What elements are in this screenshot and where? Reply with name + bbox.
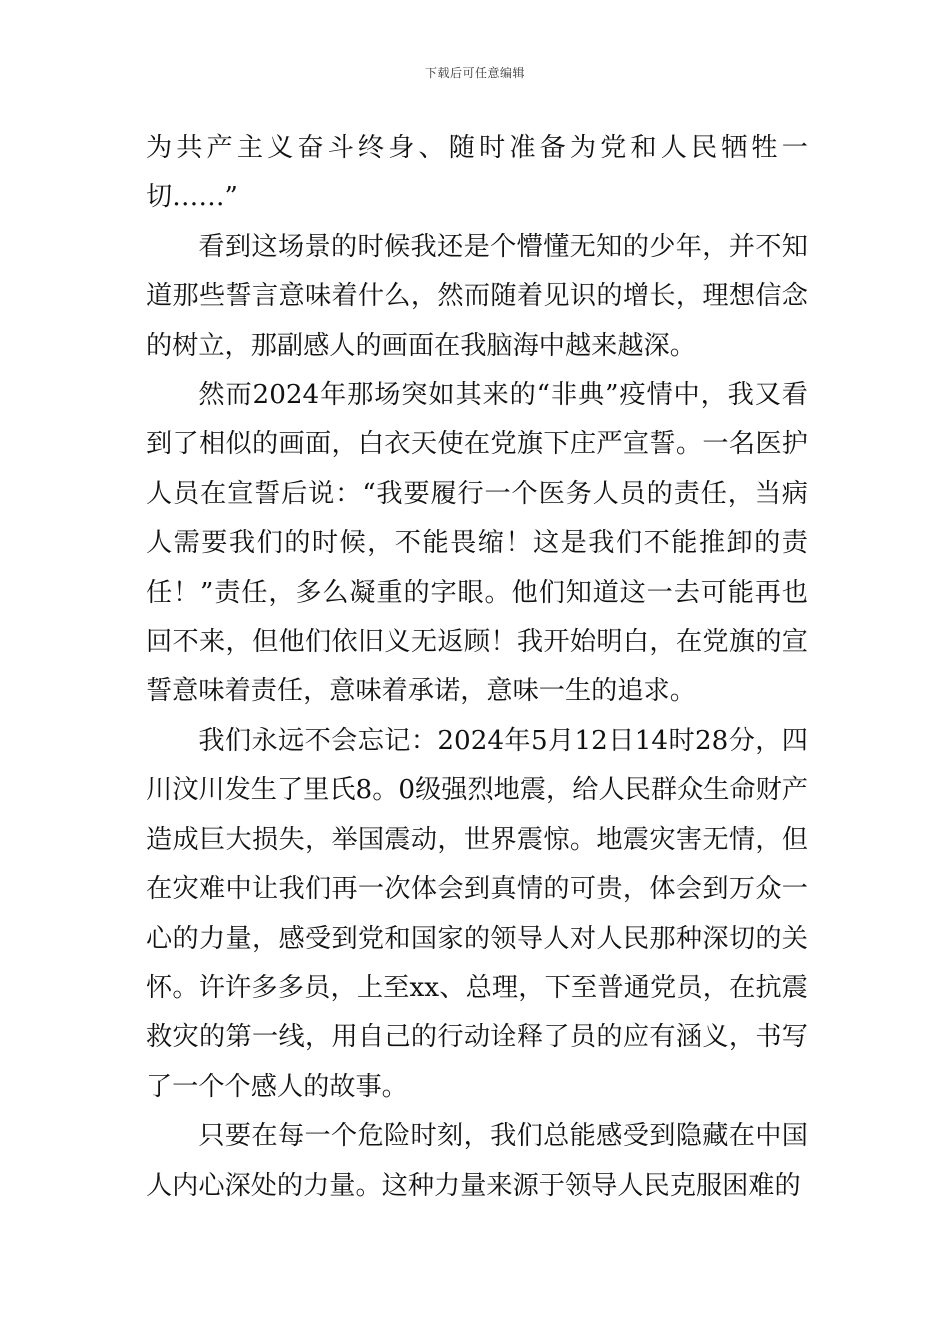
paragraph-1: 为共产主义奋斗终身、随时准备为党和人民牺牲一切……”: [146, 133, 808, 213]
paragraph-3: 然而2024年那场突如其来的“非典”疫情中，我又看到了相似的画面，白衣天使在党旗下庄严宣誓。一名医护人员在宣誓后说：“我要履行一个医务人员的责任，当病人需要我们的时候，不能畏缩！这是我们不能推卸的责任！”责任，多么凝重的字眼。他们知道这一去可能再也回不来，但他们依旧义无返顾！我开始明白，在党旗的宣誓意味着责任，意味着承诺，意味一生的追求。: [146, 380, 808, 707]
paragraph-2: 看到这场景的时候我还是个懵懂无知的少年，并不知道那些誓言意味着什么，然而随着见识的增长，理想信念的树立，那副感人的画面在我脑海中越来越深。: [146, 231, 808, 361]
paragraph-5: 只要在每一个危险时刻，我们总能感受到隐藏在中国人内心深处的力量。这种力量来源于领导人民克服困难的: [146, 1121, 808, 1201]
body-text: [146, 124, 808, 1211]
paragraph-4: 我们永远不会忘记：2024年5月12日14时28分，四川汶川发生了里氏8。0级强烈地震，给人民群众生命财产造成巨大损失，举国震动，世界震惊。地震灾害无情，但在灾难中让我们再一次体会到真情的可贵，体会到万众一心的力量，感受到党和国家的领导人对人民那种深切的关怀。许许多多员，上至xx、总理，下至普通党员，在抗震救灾的第一线，用自己的行动诠释了员的应有涵义，书写了一个个感人的故事。: [146, 725, 808, 1102]
page-header-note: 下载后可任意编辑: [424, 66, 525, 80]
